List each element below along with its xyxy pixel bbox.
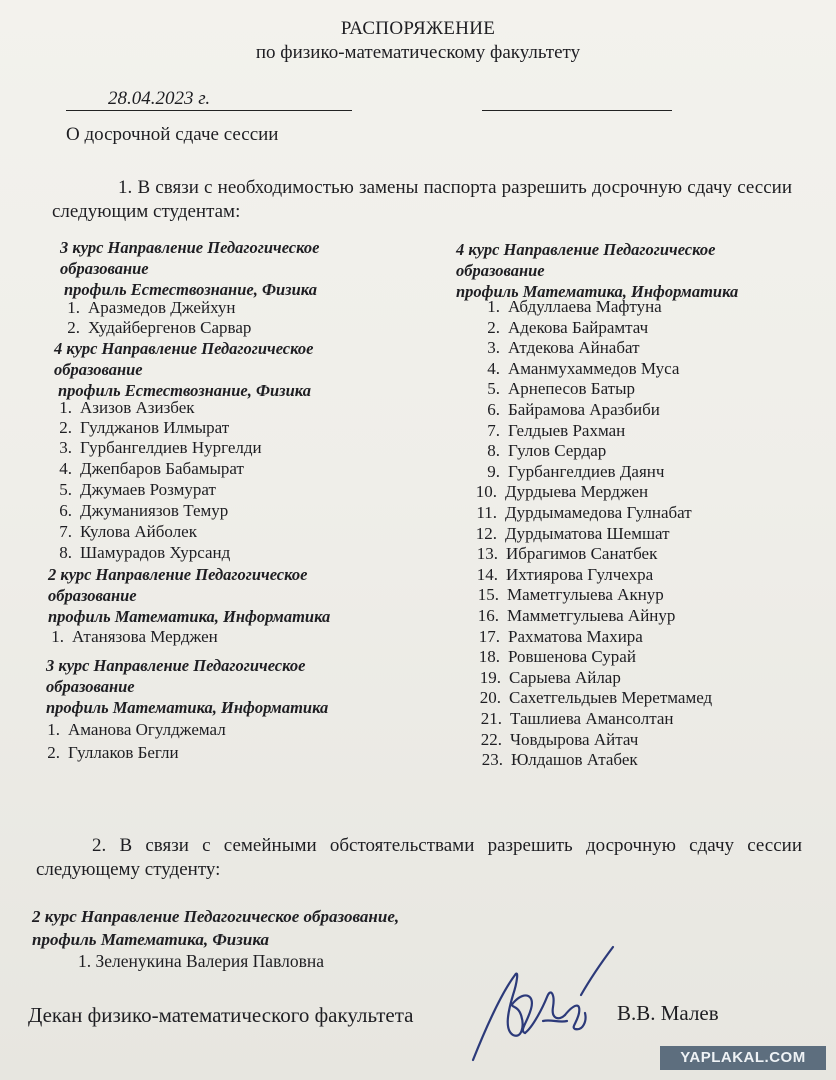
number-line <box>482 88 672 111</box>
list-item: 14. Ихтиярова Гулчехра <box>476 564 654 584</box>
list-item: 8. Шамурадов Хурсанд <box>59 543 231 562</box>
list-item: 22. Човдырова Айтач <box>480 729 639 749</box>
list-item: 17. Рахматова Махира <box>478 626 643 646</box>
list-item: 9. Гурбангелдиев Даянч <box>487 461 665 481</box>
list-item: 1. Аманова Огулджемал <box>47 720 226 739</box>
document-date: 28.04.2023 г. <box>108 88 211 109</box>
list-item: 16. Мамметгулыева Айнур <box>477 606 676 625</box>
document-subject: О досрочной сдаче сессии <box>66 124 279 145</box>
list-item: 2. Гуллаков Бегли <box>47 743 179 762</box>
list-item: 5. Арнепесов Батыр <box>487 379 636 399</box>
list-item: 12. Дурдыматова Шемшат <box>475 523 670 543</box>
right-group-heading: 4 курс Направление Педагогическое образование профиль Математика, Информатика <box>456 240 739 301</box>
date-line <box>66 88 352 111</box>
list-item: 23. Юлдашов Атабек <box>481 750 638 770</box>
watermark: YAPLAKAL.COM <box>660 1046 826 1070</box>
list-item: 5. Джумаев Розмурат <box>59 480 216 499</box>
list-item: 18. Ровшенова Сурай <box>478 647 636 667</box>
paragraph-2: 2. В связи с семейными обстоятельствами разрешить досрочную сдачу сессии следующему студенту: <box>36 835 802 880</box>
list-item: 6. Байрамова Аразбиби <box>487 400 660 419</box>
list-item: 11. Дурдымамедова Гулнабат <box>476 503 692 522</box>
left-group-4-heading: 3 курс Направление Педагогическое образование профиль Математика, Информатика <box>46 656 329 717</box>
dean-title: Декан физико-математического факультета <box>28 1003 414 1027</box>
list-item: 13. Ибрагимов Санатбек <box>476 544 658 564</box>
list-item: 19. Сарыева Айлар <box>479 667 621 687</box>
list-item: 3. Атдекова Айнабат <box>487 338 640 358</box>
list-item: 10. Дурдыева Мерджен <box>475 482 649 502</box>
list-item: 20. Сахетгельдыев Меретмамед <box>479 688 713 708</box>
list-item: 1. Абдуллаева Мафтуна <box>487 297 662 316</box>
handwritten-signature <box>455 935 630 1065</box>
list-item: 6. Джуманиязов Темур <box>59 501 229 520</box>
list-item: 2. Адекова Байрамтач <box>487 317 649 337</box>
document-subtitle: по физико-математическому факультету <box>255 42 581 63</box>
list-item: 1. Аразмедов Джейхун <box>67 298 236 317</box>
list-item: 21. Ташлиева Амансолтан <box>480 709 674 728</box>
group-2-heading: 2 курс Направление Педагогическое образование, профиль Математика, Физика <box>32 907 400 949</box>
left-group-3-heading: 2 курс Направление Педагогическое образование профиль Математика, Информатика <box>48 565 331 626</box>
left-group-2-heading: 4 курс Направление Педагогическое образование профиль Естествознание, Физика <box>54 339 314 400</box>
list-item: 15. Маметгулыева Акнур <box>477 585 664 605</box>
list-item: 1. Атанязова Мерджен <box>51 627 218 646</box>
list-item: 4. Аманмухаммедов Муса <box>487 358 680 378</box>
list-item: 1. Азизов Азизбек <box>59 398 195 417</box>
list-item: 7. Кулова Айболек <box>59 522 197 541</box>
list-item: 4. Джепбаров Бабамырат <box>59 459 244 478</box>
list-item: 7. Гелдыев Рахман <box>487 420 626 440</box>
left-group-1-heading: 3 курс Направление Педагогическое образование профиль Естествознание, Физика <box>60 238 320 299</box>
group-2-student: 1. Зеленукина Валерия Павловна <box>78 951 324 971</box>
list-item: 8. Гулов Сердар <box>487 441 607 461</box>
list-item: 2. Худайбергенов Сарвар <box>67 318 252 337</box>
signer-name: В.В. Малев <box>617 1001 719 1025</box>
list-item: 2. Гулджанов Илмырат <box>59 418 230 437</box>
list-item: 3. Гурбангелдиев Нургелди <box>59 438 262 457</box>
paragraph-1: 1. В связи с необходимостью замены паспорта разрешить досрочную сдачу сессии следующим студентам: <box>52 177 792 222</box>
document-title: РАСПОРЯЖЕНИЕ <box>340 18 496 39</box>
